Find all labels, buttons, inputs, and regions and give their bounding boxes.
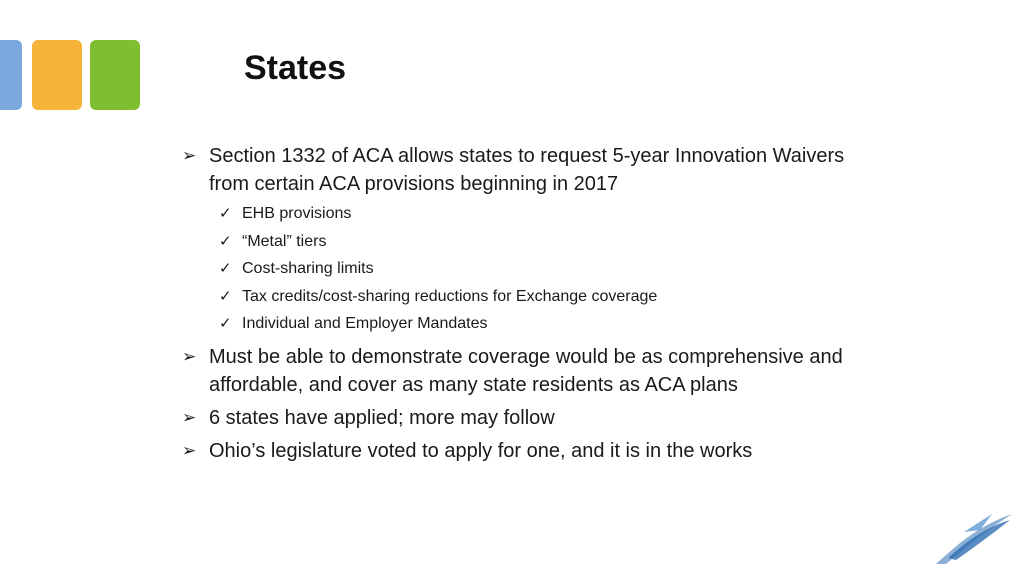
sub-bullet-text: Tax credits/cost-sharing reductions for Exchange coverage [242, 287, 658, 305]
arrow-bullet-icon: ➢ [182, 146, 197, 165]
checkmark-icon: ✓ [219, 315, 232, 332]
sub-bullet-item [209, 310, 882, 338]
bullet-item [182, 142, 882, 338]
sub-bullet-item [209, 283, 882, 311]
arrow-bullet-icon: ➢ [182, 440, 197, 460]
sub-bullet-text: Individual and Employer Mandates [242, 315, 488, 332]
slide-title: States [244, 49, 347, 87]
checkmark-icon: ✓ [219, 287, 232, 305]
sub-bullet-item [209, 200, 882, 228]
bullet-text: Ohio’s legislature voted to apply for one, and it is in the works [209, 439, 753, 462]
bullet-list [182, 142, 882, 465]
sub-bullet-list [209, 200, 882, 338]
bullet-text: Section 1332 of ACA allows states to request 5-year Innovation Waivers from certain ACA provisions beginning in 2017 [209, 145, 845, 195]
sub-bullet-item [209, 255, 882, 283]
sub-bullet-text: EHB provisions [242, 205, 352, 222]
checkmark-icon: ✓ [219, 205, 232, 222]
arrow-bullet-icon: ➢ [182, 407, 197, 427]
swoosh-logo-icon [930, 508, 1014, 566]
decor-block-green [90, 40, 140, 110]
sub-bullet-text: “Metal” tiers [242, 232, 327, 250]
bullet-item [182, 404, 882, 432]
bullet-item [182, 343, 882, 399]
sub-bullet-item [209, 228, 882, 256]
checkmark-icon: ✓ [219, 260, 232, 277]
decor-block-orange [32, 40, 82, 110]
checkmark-icon: ✓ [219, 232, 232, 250]
bullet-item [182, 437, 882, 465]
arrow-bullet-icon: ➢ [182, 346, 197, 366]
decor-block-blue [0, 40, 22, 110]
sub-bullet-text: Cost-sharing limits [242, 260, 374, 277]
bullet-text: Must be able to demonstrate coverage would be as comprehensive and affordable, and cover as many state residents as ACA plans [209, 345, 843, 396]
bullet-text: 6 states have applied; more may follow [209, 406, 555, 429]
